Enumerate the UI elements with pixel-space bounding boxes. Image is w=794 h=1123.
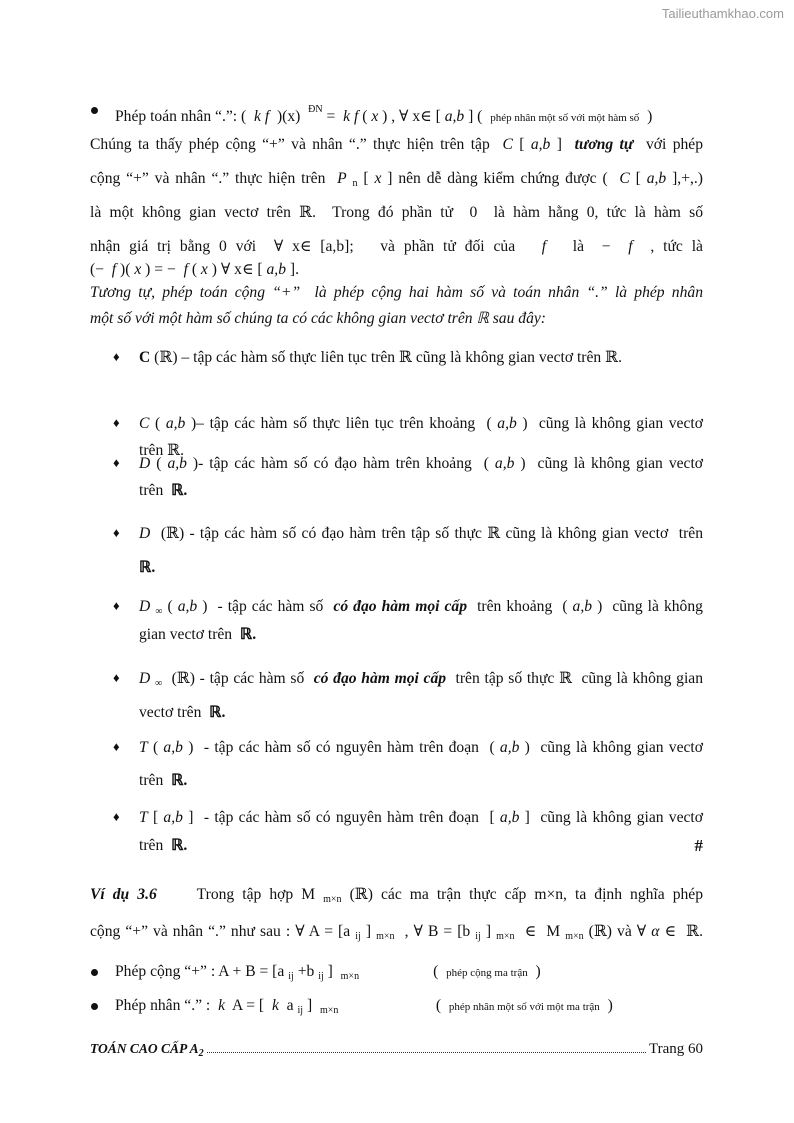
text-run: T [139, 809, 148, 826]
text-run: C [502, 136, 513, 153]
text-run: C [619, 170, 630, 187]
text-run: )( [120, 261, 131, 278]
text-run: với phép [639, 136, 704, 153]
text-line [139, 703, 703, 723]
text-run: ] cũng là không gian vectơ [524, 809, 704, 826]
text-run: a,b [499, 809, 520, 826]
bullet-dot-icon [91, 969, 98, 976]
text-run: Chúng ta thấy phép cộng “+” và nhân “.” thực hiện trên tập [90, 136, 497, 153]
text-run: Phép nhân “.” : [115, 997, 215, 1014]
text-run: x [134, 261, 142, 278]
text-run: trên [139, 837, 168, 854]
text-line [139, 669, 703, 694]
text-run: P [337, 170, 347, 187]
text-run: ) , ∀ x∈ [ [382, 108, 441, 125]
text-run: m×n [565, 931, 584, 942]
footer-leader-dots [207, 1042, 646, 1053]
text-run: trên ℝ. [139, 442, 184, 459]
text-run: Ví dụ 3.6 [90, 886, 157, 903]
text-run: ℝ. [239, 626, 257, 643]
text-run: [ [635, 170, 641, 187]
text-run: a,b [163, 809, 183, 826]
text-run: ℝ. [209, 704, 226, 721]
text-run: ) - tập các hàm số có nguyên hàm trên đoạn ( [188, 739, 495, 756]
text-run: ) cũng là không gian vectơ [520, 455, 704, 472]
text-run: m×n [496, 931, 515, 942]
page-number: Trang 60 [648, 1041, 703, 1057]
text-run: ) [603, 997, 613, 1014]
text-run: D [139, 455, 151, 472]
text-run: a,b [266, 261, 286, 278]
text-run: cộng “+” và nhân “.” thực hiện trên [90, 170, 332, 187]
text-line [139, 524, 703, 544]
text-run: a,b [497, 415, 517, 432]
text-run: tương tự [574, 136, 634, 153]
text-line [90, 260, 703, 280]
text-run: ( [152, 739, 159, 756]
text-run: (ℝ) - tập các hàm số [166, 670, 309, 687]
text-run: k f [254, 108, 270, 125]
text-run: ∈ M [519, 923, 561, 940]
text-run: a,b [165, 415, 186, 432]
text-run: có đạo hàm mọi cấp [313, 670, 447, 687]
text-run: m×n [376, 931, 395, 942]
text-run: a,b [646, 170, 667, 187]
text-run: ] [365, 923, 372, 940]
text-run: x [371, 108, 379, 125]
text-run: ) [643, 108, 653, 125]
text-line [139, 348, 703, 368]
text-line [139, 558, 703, 578]
text-run: (ℝ) – tập các hàm số thực liên tục trên ℝ cũng là không gian vectơ trên ℝ. [154, 349, 622, 366]
text-run: , ∀ B = [b [399, 923, 471, 940]
text-run: a,b [163, 739, 183, 756]
text-run: a,b [530, 136, 551, 153]
text-run: là − [554, 238, 620, 255]
watermark: Tailieuthamkhao.com [661, 6, 784, 21]
text-run: C [139, 415, 150, 432]
text-run: f [541, 238, 547, 255]
text-run: ]. [289, 261, 299, 278]
text-run: có đạo hàm mọi cấp [333, 598, 468, 615]
text-line [139, 771, 703, 791]
text-line [90, 135, 703, 155]
text-run: ] ( [468, 108, 487, 125]
bullet-dot-icon [91, 107, 98, 114]
text-line [90, 922, 703, 947]
text-run: ] nên dễ dàng kiểm chứng được ( [387, 170, 614, 187]
text-run: D [139, 598, 151, 615]
text-run: Trong tập hợp M [164, 886, 316, 903]
text-run: )(x) [273, 108, 305, 125]
text-line [139, 414, 703, 434]
text-line [115, 962, 703, 987]
text-line [90, 203, 703, 223]
text-run: (ℝ) và ∀ [588, 923, 647, 940]
text-run: ∈ ℝ. [664, 923, 703, 940]
text-run: D [139, 525, 151, 542]
text-run: a,b [167, 455, 187, 472]
text-line [115, 100, 703, 128]
text-run: ∞ [155, 678, 163, 689]
text-line [90, 237, 703, 257]
text-run: ij [318, 971, 324, 982]
text-run: phép cộng ma trận [446, 967, 528, 979]
text-run: a,b [494, 455, 515, 472]
text-run: cộng “+” và nhân “.” như sau : ∀ A = [a [90, 923, 351, 940]
text-run: ( [362, 963, 443, 980]
text-run: m×n [323, 894, 342, 905]
text-run: [ [519, 136, 525, 153]
text-run: a,b [444, 108, 465, 125]
text-run: A = [ [228, 997, 269, 1014]
text-run: trên khoảng ( [472, 598, 568, 615]
text-run: m×n [340, 971, 360, 982]
text-run: T [139, 739, 148, 756]
text-run: ) cũng là không gian vectơ [522, 415, 703, 432]
text-run: )- tập các hàm số có đạo hàm trên khoảng ( [192, 455, 489, 472]
text-line [90, 283, 703, 303]
bullet-dot-icon [91, 1003, 98, 1010]
text-run: ] [485, 923, 492, 940]
text-run: k [218, 997, 225, 1014]
text-run: ij [355, 931, 361, 942]
text-run: trên [139, 772, 168, 789]
text-run: ) [531, 963, 541, 980]
text-run: [ [363, 170, 369, 187]
bullet-diamond-icon: ♦ [113, 349, 120, 364]
text-run: ( [342, 997, 445, 1014]
footer-title: TOÁN CAO CẤP $A_2$ [90, 1041, 204, 1059]
text-run: = [326, 108, 340, 125]
text-run: ) ∀ x∈ [ [211, 261, 263, 278]
text-run: a [282, 997, 294, 1014]
text-run: k [271, 997, 279, 1014]
text-run: C [139, 349, 151, 366]
text-line [90, 169, 703, 194]
text-run: ) - tập các hàm số [202, 598, 329, 615]
text-line [139, 597, 703, 622]
text-line [139, 481, 703, 501]
text-run: [ [152, 809, 159, 826]
text-run: f [628, 238, 633, 255]
text-run: ] [556, 136, 569, 153]
text-line [139, 625, 703, 645]
text-run: ) cũng là không [597, 598, 703, 615]
bullet-diamond-icon: ♦ [113, 739, 120, 754]
bullet-diamond-icon: ♦ [113, 598, 120, 613]
text-line [90, 309, 703, 329]
text-run: ĐN [308, 104, 323, 115]
bullet-diamond-icon: ♦ [113, 525, 120, 540]
bullet-diamond-icon: ♦ [113, 670, 120, 685]
text-run: Phép toán nhân “.”: ( [115, 108, 251, 125]
text-run: α [651, 923, 660, 940]
text-run: Tương tự, phép toán cộng “+” là phép cộng hai hàm số và toán nhân “.” là phép nhân [90, 284, 703, 301]
text-run: (ℝ) các ma trận thực cấp m×n, ta định nghĩa phép [349, 886, 704, 903]
text-run: x [374, 170, 382, 187]
text-line [139, 738, 703, 758]
text-run: trên [139, 482, 168, 499]
text-run: ( [155, 415, 161, 432]
text-run: ] [306, 997, 317, 1014]
text-run: là một không gian vectơ trên ℝ. Trong đó phần tử 0 là hàm hằng 0, tức là hàm số [90, 204, 703, 221]
text-run: ) = − [145, 261, 180, 278]
text-run: )– tập các hàm số thực liên tục trên khoảng ( [190, 415, 492, 432]
text-run: +b [297, 963, 315, 980]
text-run: ℝ. [171, 837, 188, 854]
text-run: một số với một hàm số chúng ta có các không gian vectơ trên ℝ sau đây: [90, 310, 547, 327]
text-run: a,b [572, 598, 593, 615]
bullet-diamond-icon: ♦ [113, 809, 120, 824]
text-run: ) cũng là không gian vectơ [524, 739, 704, 756]
text-run: ( [156, 455, 162, 472]
text-line [90, 885, 703, 910]
text-line [115, 996, 703, 1021]
text-run: k f [343, 108, 359, 125]
text-run: m×n [319, 1005, 339, 1016]
text-run: ( [191, 261, 198, 278]
bullet-diamond-icon: ♦ [113, 455, 120, 470]
text-run: ℝ. [171, 482, 188, 499]
text-run: (− [90, 261, 108, 278]
text-run: f [111, 261, 117, 278]
text-run: a,b [177, 598, 198, 615]
text-run: ij [297, 1005, 304, 1016]
text-run: ] [327, 963, 337, 980]
end-of-proof-mark: # [694, 836, 703, 855]
text-run: , tức là [641, 238, 703, 255]
text-run: Phép cộng “+” : A + B = [a [115, 963, 285, 980]
text-run: f [183, 261, 188, 278]
text-line [139, 454, 703, 474]
text-run: vectơ trên [139, 704, 206, 721]
text-run: ∞ [155, 606, 163, 617]
text-run: ( [167, 598, 173, 615]
text-run: trên tập số thực ℝ cũng là không gian [450, 670, 704, 687]
text-run: a,b [499, 739, 520, 756]
text-run: gian vectơ trên [139, 626, 237, 643]
text-run: ij [475, 931, 481, 942]
text-run: phép nhân một số với một ma trận [448, 1001, 600, 1013]
text-run: ],+,.) [672, 170, 703, 187]
text-run: x [200, 261, 208, 278]
text-run: ] - tập các hàm số có nguyên hàm trên đoạn [ [188, 809, 495, 826]
text-run: ( [362, 108, 368, 125]
text-run: ℝ. [171, 772, 188, 789]
text-run: ij [288, 971, 294, 982]
text-run: n [352, 178, 358, 189]
text-run: (ℝ) - tập các hàm số có đạo hàm trên tập số thực ℝ cũng là không gian vectơ trên [155, 525, 703, 542]
text-line [139, 808, 703, 828]
text-run: D [139, 670, 151, 687]
page-footer [90, 1041, 703, 1059]
text-run: phép nhân một số với một hàm số [490, 112, 640, 124]
text-run: ℝ. [139, 559, 156, 576]
text-run: nhận giá trị bằng 0 với ∀ x∈ [a,b]; và phần tử đối của [90, 238, 533, 255]
bullet-diamond-icon: ♦ [113, 415, 120, 430]
